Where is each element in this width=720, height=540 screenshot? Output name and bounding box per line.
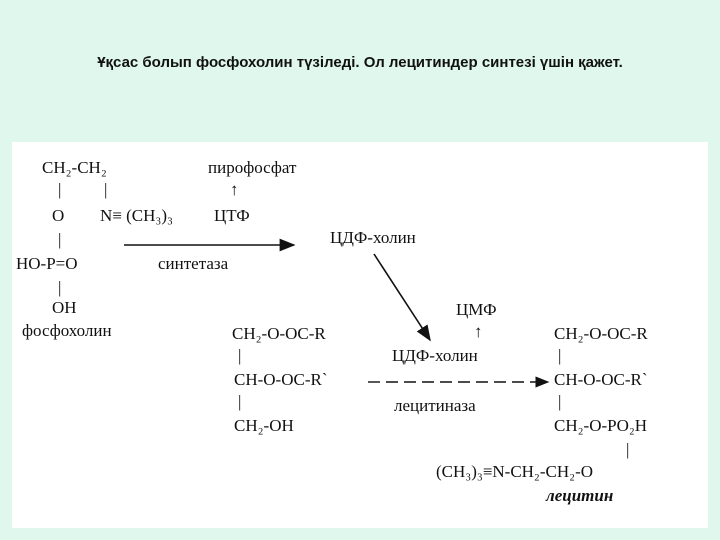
phosphocholine-trimethylamine: N≡ (CH₃)₃ [100, 206, 173, 225]
slide-caption: Ұқсас болып фосфохолин түзіледі. Ол лецитиндер синтезі үшін қажет. [97, 54, 623, 71]
release-arrow-icon: ↑ [474, 322, 483, 341]
lecithin-c1: CH₂-O-OC-R [554, 324, 648, 343]
bond-line: | [58, 230, 62, 249]
bond-line: | [626, 440, 630, 459]
lecithin-c2: CH-O-OC-R` [554, 370, 648, 389]
phosphocholine-phosphate: HO-P=O [16, 254, 78, 273]
lecithinase-label: лецитиназа [394, 396, 476, 415]
release-arrow-icon: ↑ [230, 180, 239, 199]
phosphocholine-ethylene: CH₂-CH₂ [42, 158, 107, 177]
diglyceride-c2: CH-O-OC-R` [234, 370, 328, 389]
bond-line: | [58, 180, 62, 199]
cdp-choline-product: ЦДФ-холин [330, 228, 416, 247]
bond-line: | [58, 278, 62, 297]
phosphocholine-oxygen: O [52, 206, 65, 225]
bond-line: | [558, 346, 562, 365]
pyrophosphate-label: пирофосфат [208, 158, 297, 177]
diglyceride-c1: CH₂-O-OC-R [232, 324, 326, 343]
phosphocholine-label: фосфохолин [22, 321, 112, 340]
phosphocholine-hydroxyl: OH [52, 298, 77, 317]
lecithin-label: лецитин [546, 486, 614, 505]
bond-line: | [238, 346, 242, 365]
ctp-label: ЦТФ [214, 206, 250, 225]
cdp-choline-reagent: ЦДФ-холин [392, 346, 478, 365]
cmp-label: ЦМФ [456, 300, 497, 319]
cdp-choline-transfer-arrow [374, 254, 430, 340]
diglyceride-c3: CH₂-OH [234, 416, 294, 435]
lecithin-c3: CH₂-O-PO₂H [554, 416, 648, 435]
bond-line: | [104, 180, 108, 199]
bond-line: | [238, 392, 242, 411]
synthetase-label: синтетаза [158, 254, 229, 273]
bond-line: | [558, 392, 562, 411]
reaction-scheme [12, 142, 708, 528]
lecithin-choline-group: (CH₃)₃≡N-CH₂-CH₂-O [436, 462, 594, 481]
